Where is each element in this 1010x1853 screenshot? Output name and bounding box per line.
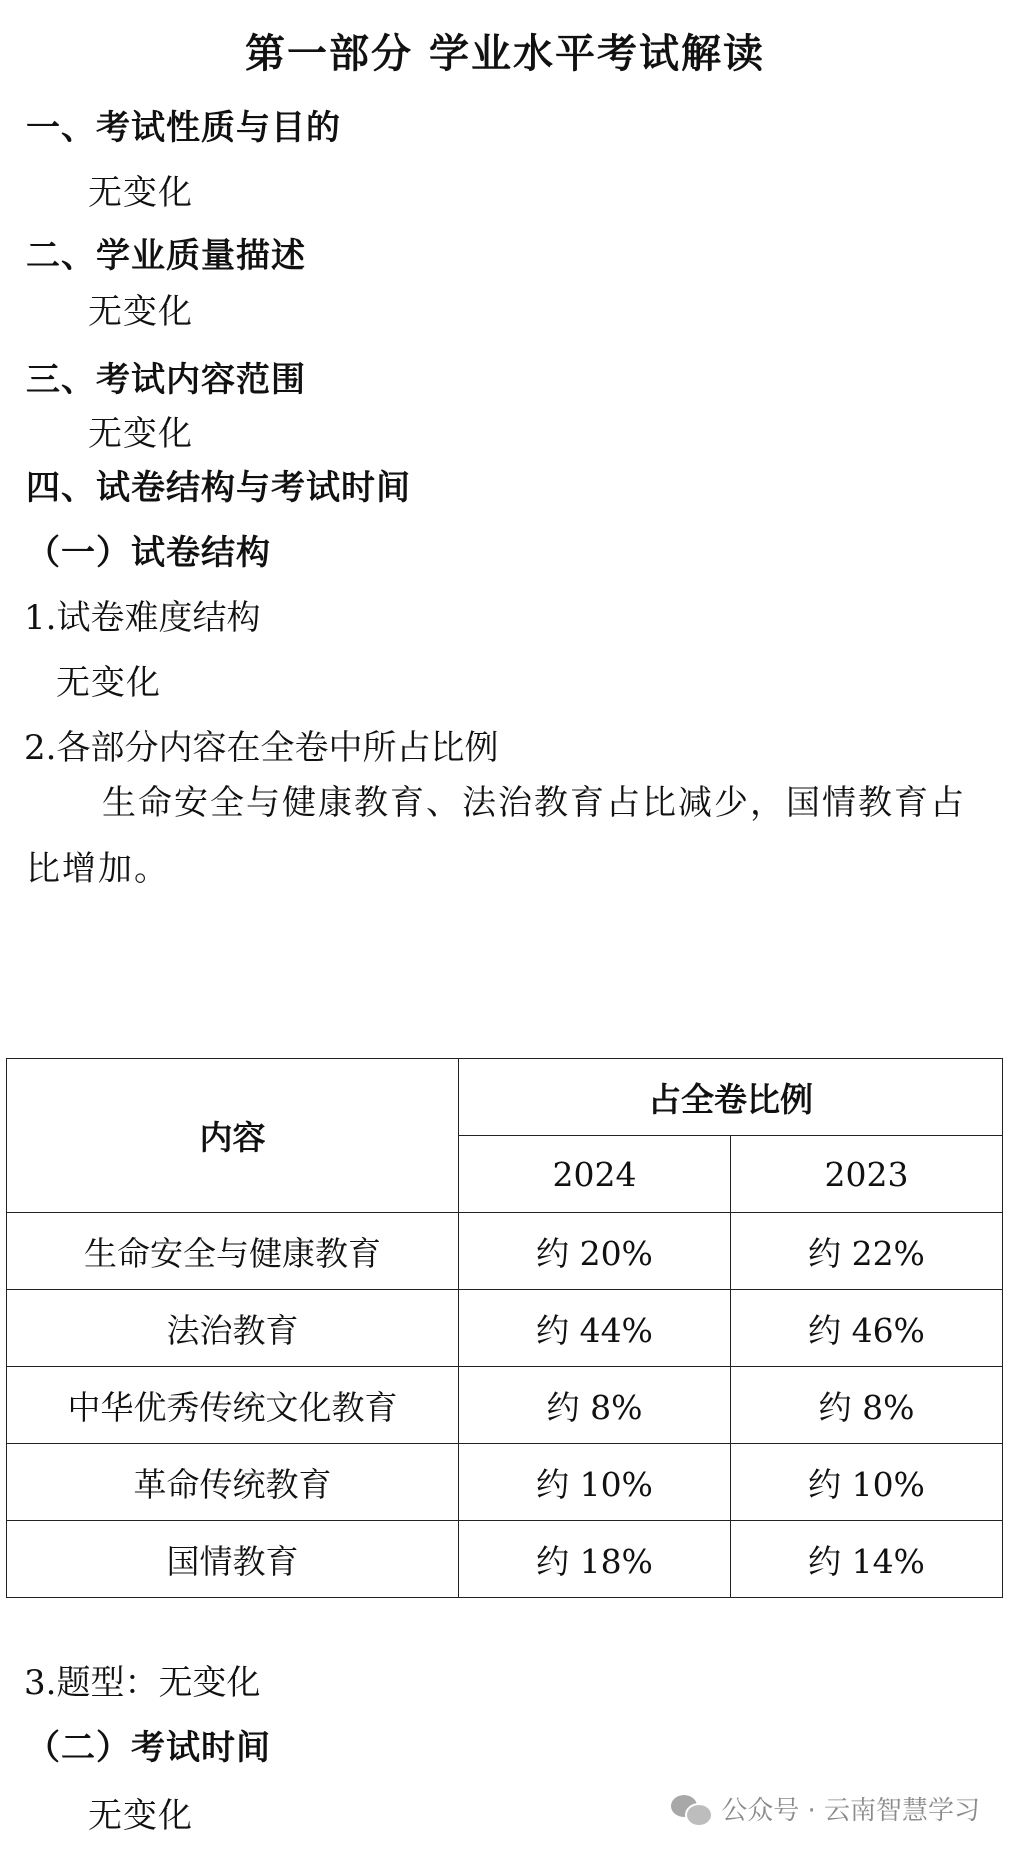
table-cell-2024: 约 20% [459,1213,731,1290]
table-cell-name: 生命安全与健康教育 [7,1213,459,1290]
table-cell-2024: 约 18% [459,1521,731,1598]
subsection-exam-time-heading: （二）考试时间 [26,1728,271,1768]
table-cell-2023: 约 22% [731,1213,1003,1290]
item-3-heading: 3.题型：无变化 [24,1663,261,1703]
table-row [7,1521,1003,1598]
ratio-table [6,1058,1003,1598]
table-cell-2023: 约 14% [731,1521,1003,1598]
table-cell-2023: 约 46% [731,1290,1003,1367]
table-row [7,1213,1003,1290]
subsection-paper-structure-heading: （一）试卷结构 [26,533,271,573]
table-cell-2024: 约 10% [459,1444,731,1521]
wechat-icon [671,1793,711,1825]
page-title: 第一部分 学业水平考试解读 [245,31,765,77]
table-header-content: 内容 [7,1059,459,1213]
section-1-content: 无变化 [88,173,193,213]
table-row [7,1367,1003,1444]
table-cell-2024: 约 8% [459,1367,731,1444]
item-1-heading: 1.试卷难度结构 [24,598,261,638]
table-row [7,1290,1003,1367]
table-cell-2023: 约 10% [731,1444,1003,1521]
table-header-year-2024: 2024 [459,1136,731,1213]
table-cell-name: 革命传统教育 [7,1444,459,1521]
table-header-ratio: 占全卷比例 [459,1059,1003,1136]
table-cell-name: 中华优秀传统文化教育 [7,1367,459,1444]
watermark-text: 公众号 · 云南智慧学习 [721,1796,980,1826]
watermark [671,1790,980,1827]
section-1-heading: 一、考试性质与目的 [26,108,341,148]
section-3-content: 无变化 [88,414,193,454]
section-3-heading: 三、考试内容范围 [26,360,306,400]
item-2-heading: 2.各部分内容在全卷中所占比例 [24,728,499,768]
item-2-paragraph-text: 生命安全与健康教育、法治教育占比减少，国情教育占比增加。 [26,783,966,889]
section-4-heading: 四、试卷结构与考试时间 [26,468,411,508]
table-row [7,1444,1003,1521]
table-cell-name: 国情教育 [7,1521,459,1598]
section-2-heading: 二、学业质量描述 [26,236,306,276]
item-1-content: 无变化 [56,663,161,703]
section-2-content: 无变化 [88,292,193,332]
table-cell-name: 法治教育 [7,1290,459,1367]
table-cell-2024: 约 44% [459,1290,731,1367]
exam-time-content: 无变化 [88,1796,193,1836]
table-header-year-2023: 2023 [731,1136,1003,1213]
item-2-paragraph [26,770,986,902]
table-cell-2023: 约 8% [731,1367,1003,1444]
